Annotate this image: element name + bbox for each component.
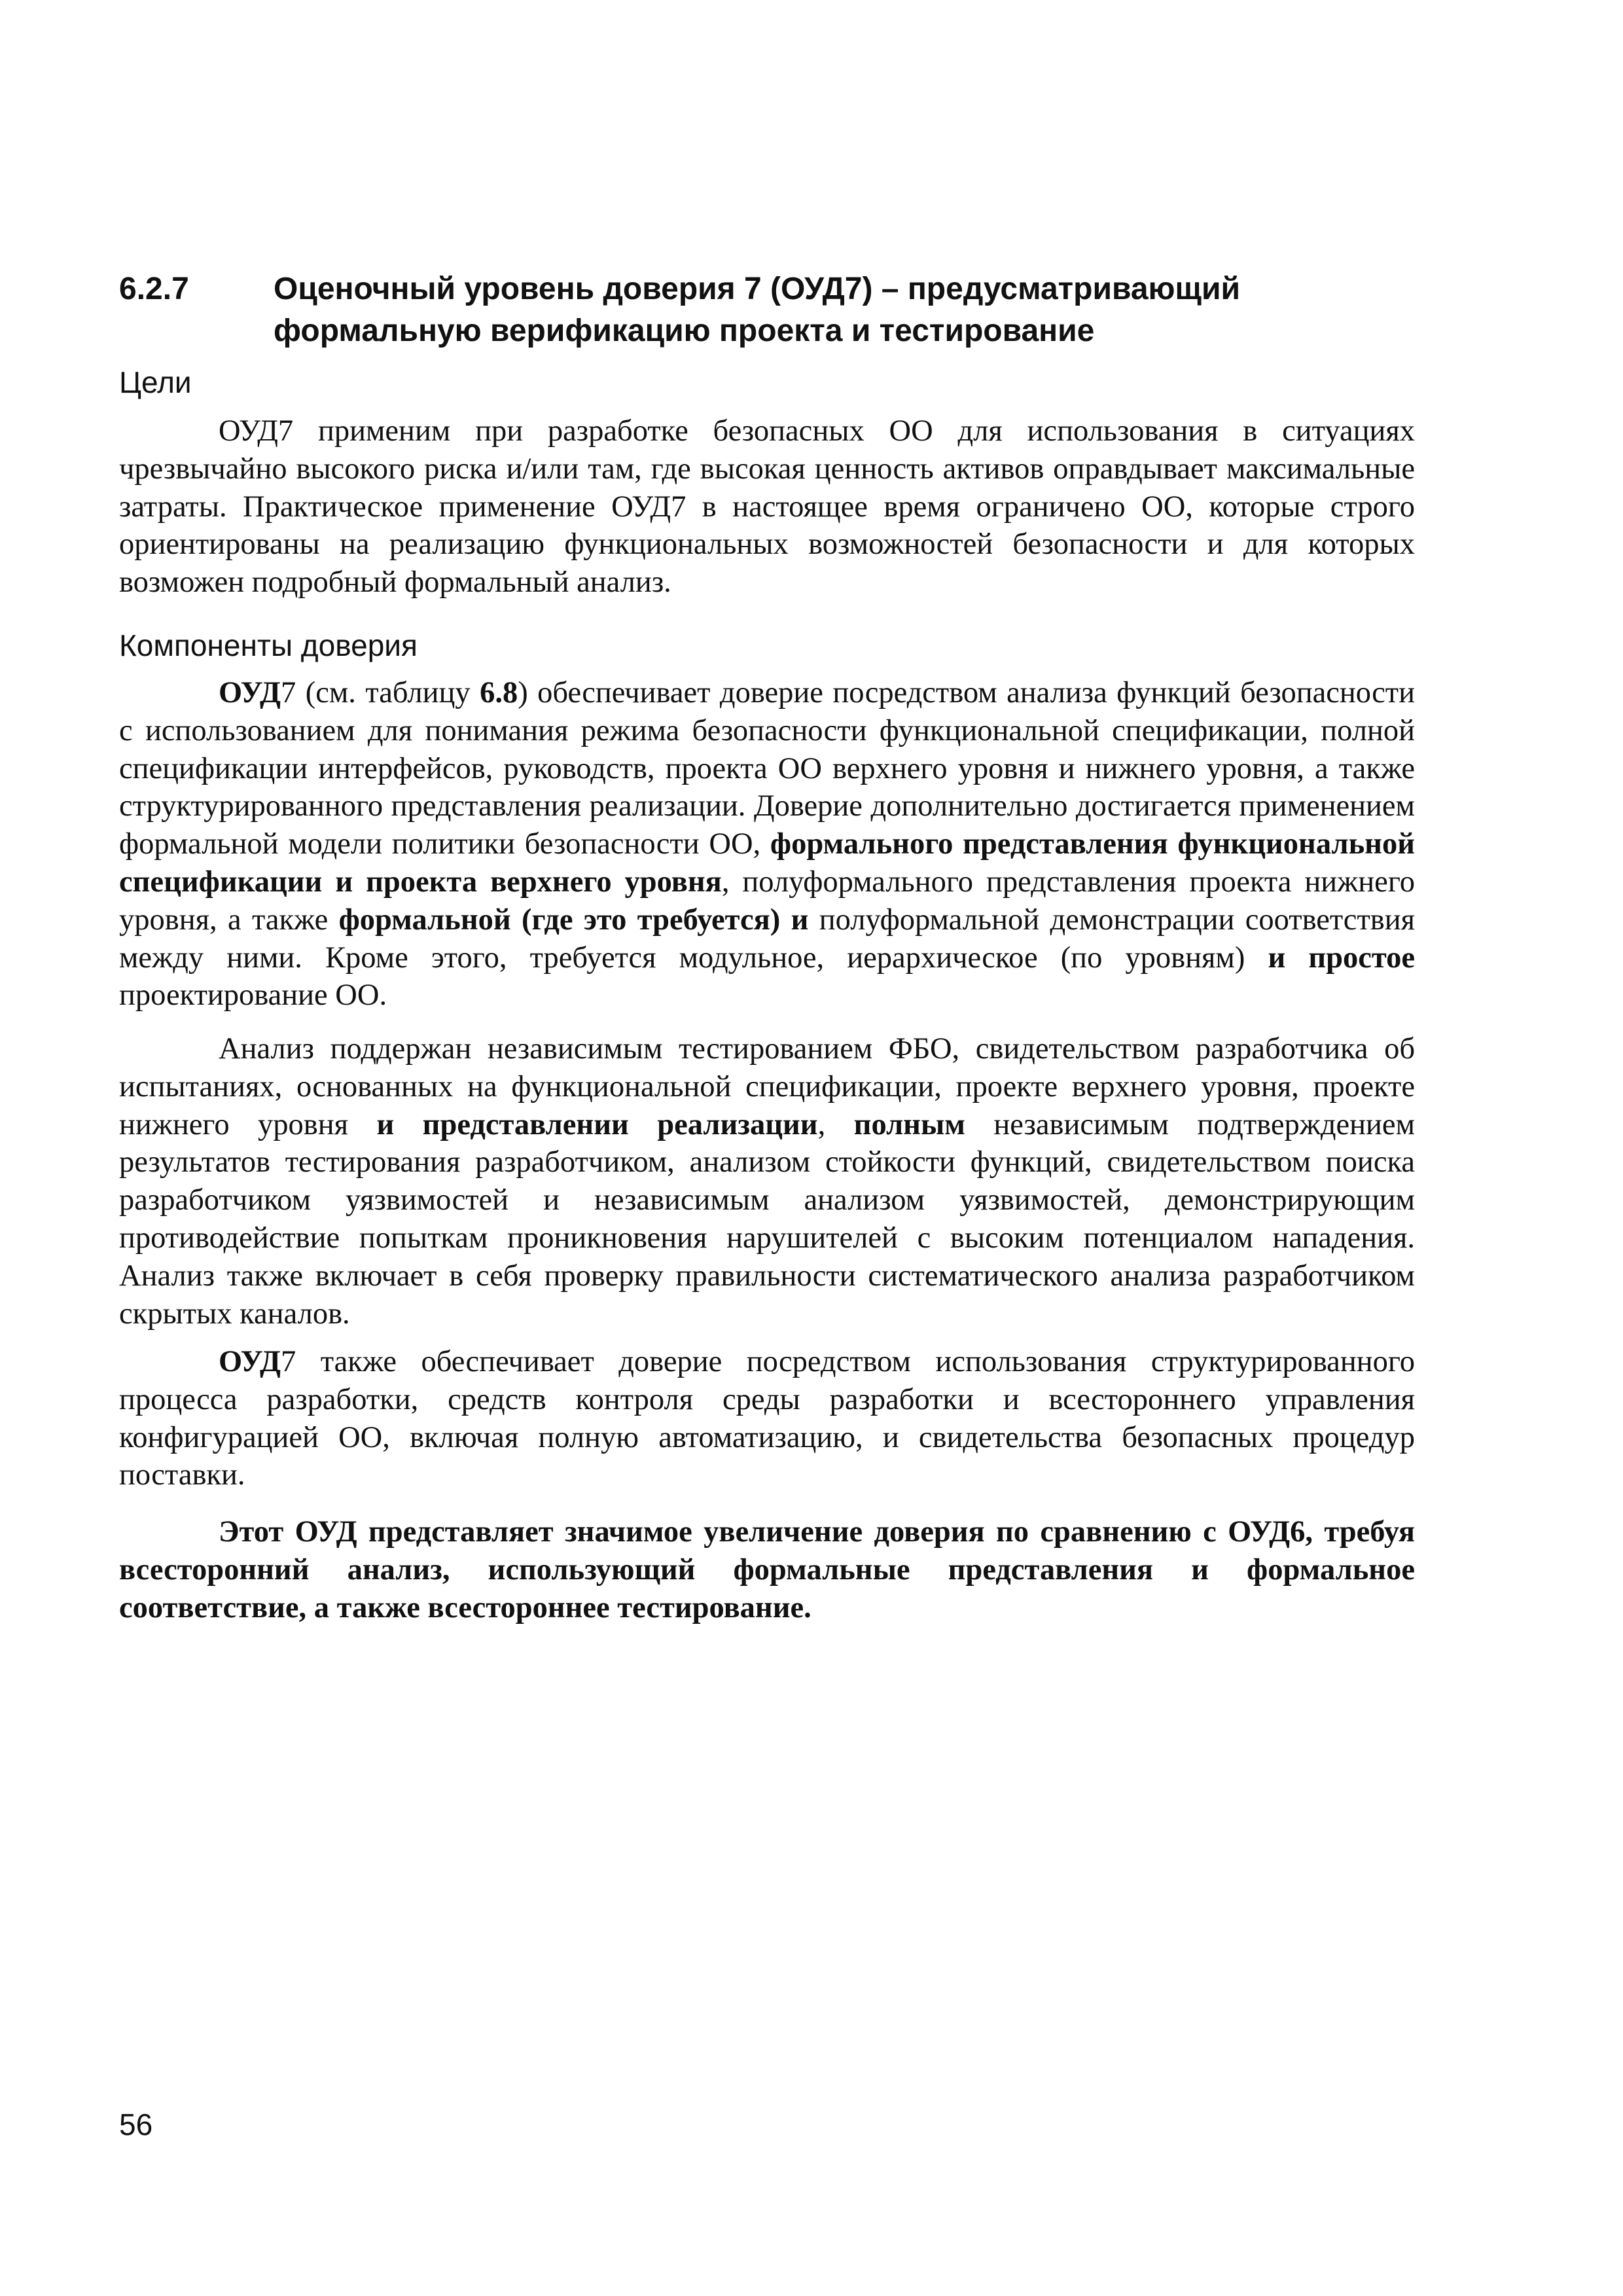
section-number: 6.2.7 [119, 272, 189, 306]
components-paragraph-1 [119, 674, 1415, 1014]
text-run: ) обеспечивает доверие посредством анализа функций безопасности с использованием для понимания режима безопасности функциональной спецификации, полной спецификации интерфейсов, руководств, проекта ОО верхнего уровня и нижнего уровня, а также структурированного представления реализации. Доверие дополнительно достигается применением формальной модели политики безопасности ОО, [119, 676, 1415, 861]
goals-heading: Цели [119, 365, 192, 399]
bold-run: и представлении реализации [376, 1107, 818, 1141]
bold-run: ОУД [219, 676, 281, 709]
text-run: 7 (см. таблицу [280, 676, 480, 709]
bold-run: полным [853, 1107, 965, 1141]
text-run: проектирование ОО. [119, 978, 387, 1013]
bold-run: формальной (где это требуется) и [338, 903, 809, 937]
text-run: полуформальной демонстрации соответствия между ними. Кроме этого, требуется модульное, иерархическое (по уровням) [119, 903, 1415, 975]
bold-run: и простое [1268, 941, 1415, 975]
bold-run: 6.8 [480, 676, 518, 709]
components-paragraph-2 [119, 1030, 1415, 1333]
components-paragraph-3 [119, 1343, 1415, 1494]
components-heading: Компоненты доверия [119, 628, 418, 662]
bold-run: ОУД [219, 1345, 281, 1378]
bold-run: формального представления функциональной спецификации и проекта верхнего уровня [119, 827, 1415, 899]
text-run: 7 также обеспечивает доверие посредством использования структурированного процесса разработки, средств контроля среды разработки и всестороннего управления конфигурацией ОО, включая полную автоматизацию, и свидетельства безопасных процедур поставки. [119, 1345, 1415, 1492]
text-run: , полуформального представления проекта нижнего уровня, а также [119, 865, 1415, 937]
goals-paragraph: ОУД7 применим при разработке безопасных ОО для использования в ситуациях чрезвычайно высокого риска и/или там, где высокая ценность активов оправдывает максимальные затраты. Практическое применение ОУД7 в настоящее время ограничено ОО, которые строго ориентированы на реализацию функциональных возможностей безопасности и для которых возможен подробный формальный анализ. [119, 414, 1415, 600]
components-paragraph-4: Этот ОУД представляет значимое увеличение доверия по сравнению с ОУД6, требуя всесторонний анализ, использующий формальные представления и формальное соответствие, а также всестороннее тестирование. [119, 1515, 1415, 1624]
text-run: независимым подтверждением результатов тестирования разработчиком, анализом стойкости функций, свидетельством поиска разработчиком уязвимостей и независимым анализом уязвимостей, демонстрирующим противодействие попыткам проникновения нарушителей с высоким потенциалом нападения. Анализ также включает в себя проверку правильности систематического анализа разработчиком скрытых каналов. [119, 1107, 1415, 1331]
page-number: 56 [119, 2108, 153, 2142]
text-run: , [817, 1107, 854, 1141]
section-title: Оценочный уровень доверия 7 (ОУД7) – предусматривающий формальную верификацию проекта и тестирование [274, 272, 1241, 348]
text-run: Анализ поддержан независимым тестированием ФБО, свидетельством разработчика об испытаниях, основанных на функциональной спецификации, проекте верхнего уровня, проекте нижнего уровня [119, 1032, 1415, 1141]
